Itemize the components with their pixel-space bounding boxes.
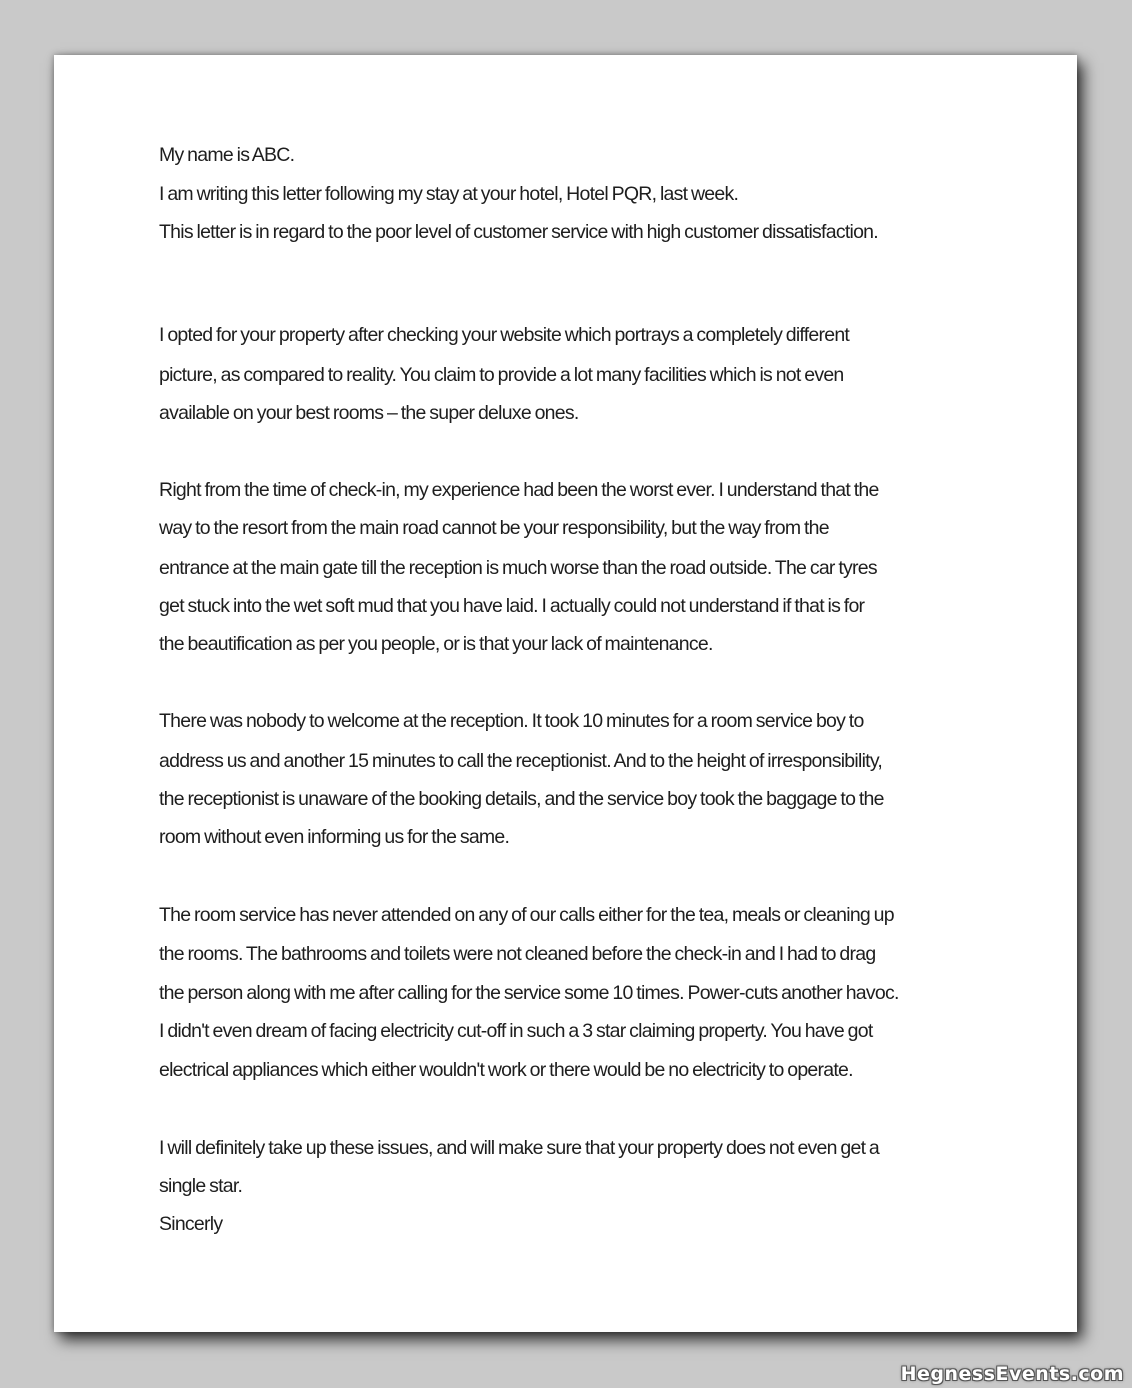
paragraph-line: I opted for your property after checking your website which portrays a completely different [159, 324, 850, 346]
paragraph-line: address us and another 15 minutes to call the receptionist. And to the height of irresponsibility, [159, 750, 883, 772]
paragraph-line: The room service has never attended on any of our calls either for the tea, meals or cleaning up [159, 904, 894, 926]
closing-line: I will definitely take up these issues, and will make sure that your property does not even get a [159, 1137, 880, 1159]
paragraph-line: entrance at the main gate till the reception is much worse than the road outside. The car tyres [159, 557, 877, 579]
paragraph-line: electrical appliances which either wouldn't work or there would be no electricity to operate. [159, 1059, 853, 1081]
paragraph-line: room without even informing us for the same. [159, 826, 510, 848]
intro-line: My name is ABC. [159, 144, 295, 166]
paragraph-line: picture, as compared to reality. You claim to provide a lot many facilities which is not even [159, 364, 844, 386]
letter-page [54, 55, 1077, 1332]
paragraph-line: available on your best rooms – the super deluxe ones. [159, 402, 579, 424]
paragraph-line: I didn't even dream of facing electricity cut-off in such a 3 star claiming property. You have got [159, 1020, 873, 1042]
paragraph-line: the person along with me after calling for the service some 10 times. Power-cuts another havoc. [159, 982, 899, 1004]
paragraph-line: the beautification as per you people, or is that your lack of maintenance. [159, 633, 713, 655]
watermark: HegnessEvents.com [900, 1363, 1124, 1385]
paragraph-line: get stuck into the wet soft mud that you have laid. I actually could not understand if that is for [159, 595, 865, 617]
intro-line: This letter is in regard to the poor level of customer service with high customer dissatisfaction. [159, 221, 878, 243]
signature-line: Sincerly [159, 1213, 223, 1235]
paragraph-line: the rooms. The bathrooms and toilets were not cleaned before the check-in and I had to drag [159, 943, 876, 965]
paragraph-line: the receptionist is unaware of the booking details, and the service boy took the baggage to the [159, 788, 884, 810]
paragraph-line: There was nobody to welcome at the reception. It took 10 minutes for a room service boy to [159, 710, 864, 732]
closing-line: single star. [159, 1175, 243, 1197]
paragraph-line: way to the resort from the main road cannot be your responsibility, but the way from the [159, 517, 829, 539]
intro-line: I am writing this letter following my stay at your hotel, Hotel PQR, last week. [159, 183, 739, 205]
paragraph-line: Right from the time of check-in, my experience had been the worst ever. I understand that the [159, 479, 879, 501]
